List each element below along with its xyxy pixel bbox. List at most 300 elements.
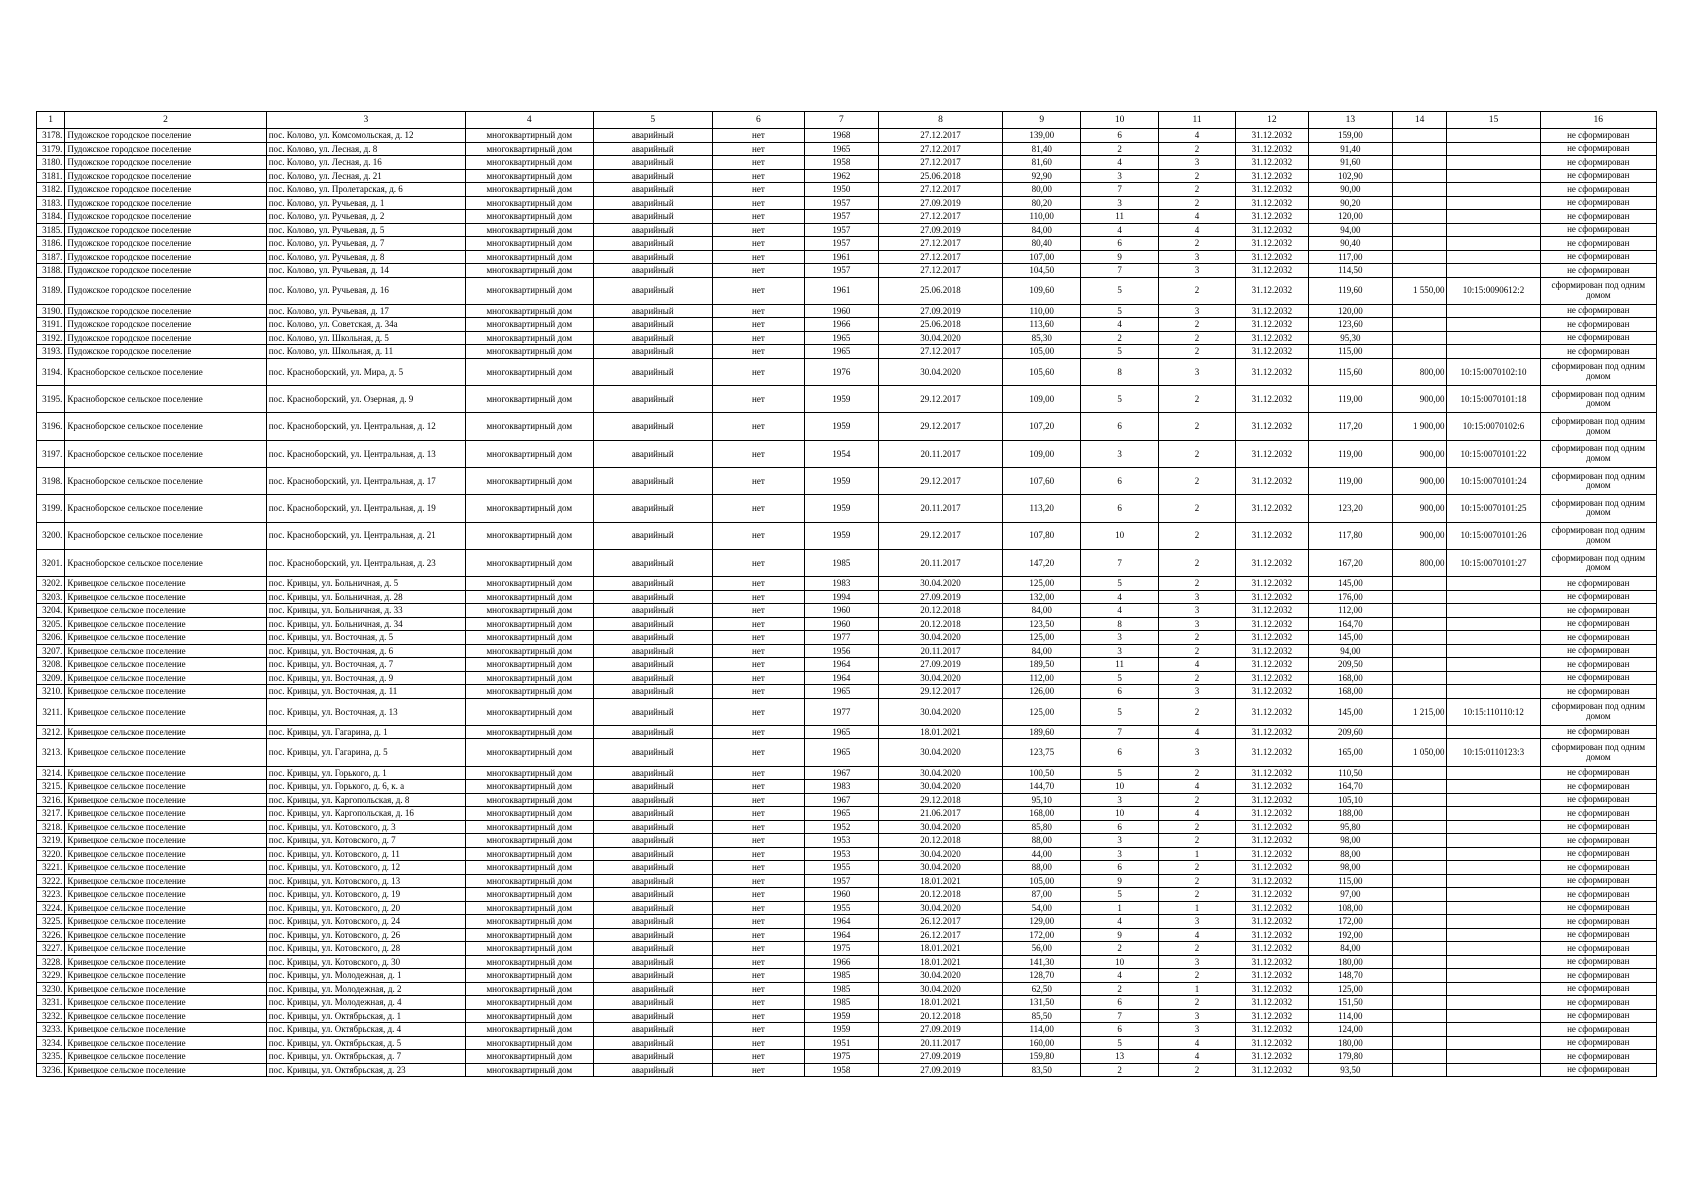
cell-settlement: Пудожское городское поселение [65,210,266,224]
cell-living-area: 168,00 [1003,807,1081,821]
cell-emergency-date: 20.12.2018 [878,888,1002,902]
cell-living-area: 123,75 [1003,739,1081,766]
cell-land-area: 900,00 [1392,467,1447,494]
cell-land-area [1392,780,1447,794]
table-row [37,495,1657,522]
cell-condition: аварийный [593,942,712,956]
cell-apartments: 2 [1159,495,1236,522]
cell-year-built: 1957 [804,874,878,888]
cell-total-area: 90,20 [1308,196,1392,210]
cell-settlement: Кривецкое сельское поселение [65,617,266,631]
cell-house-type: многоквартирный дом [466,1023,593,1037]
cell-house-type: многоквартирный дом [466,874,593,888]
table-row [37,1036,1657,1050]
cell-cadastral-number [1447,196,1540,210]
cell-total-area: 165,00 [1308,739,1392,766]
cell-cadastral-number: 10:15:0110123:3 [1447,739,1540,766]
cell-living-area: 62,50 [1003,982,1081,996]
cell-address: пос. Кривцы, ул. Восточная, д. 5 [266,631,465,645]
cell-total-area: 124,00 [1308,1023,1392,1037]
cell-settlement: Красноборское сельское поселение [65,413,266,440]
cell-condition: аварийный [593,780,712,794]
cell-residents: 7 [1081,549,1159,576]
cell-apartments: 2 [1159,996,1236,1010]
cell-land-status: сформирован под одним домом [1540,440,1656,467]
cell-apartments: 2 [1159,671,1236,685]
cell-cadastral-number [1447,617,1540,631]
table-row [37,522,1657,549]
cell-residents: 5 [1081,304,1159,318]
cell-row-number: 3207. [37,644,65,658]
column-number-11: 11 [1159,112,1236,129]
cell-land-area [1392,331,1447,345]
cell-house-type: многоквартирный дом [466,631,593,645]
cell-settlement: Красноборское сельское поселение [65,358,266,385]
cell-land-status: не сформирован [1540,183,1656,197]
cell-land-status: не сформирован [1540,955,1656,969]
cell-year-built: 1959 [804,386,878,413]
cell-resettlement-deadline: 31.12.2032 [1235,522,1308,549]
cell-house-type: многоквартирный дом [466,1063,593,1077]
cell-living-area: 132,00 [1003,590,1081,604]
cell-cadastral-number: 10:15:0070101:22 [1447,440,1540,467]
cell-row-number: 3198. [37,467,65,494]
cell-address: пос. Кривцы, ул. Молодежная, д. 4 [266,996,465,1010]
cell-total-area: 188,00 [1308,807,1392,821]
cell-cultural-heritage: нет [712,237,804,251]
cell-cultural-heritage: нет [712,1009,804,1023]
cell-residents: 9 [1081,874,1159,888]
cell-residents: 4 [1081,590,1159,604]
cell-total-area: 114,50 [1308,264,1392,278]
cell-total-area: 102,90 [1308,169,1392,183]
cell-address: пос. Колово, ул. Ручьевая, д. 1 [266,196,465,210]
cell-living-area: 114,00 [1003,1023,1081,1037]
cell-resettlement-deadline: 31.12.2032 [1235,928,1308,942]
cell-emergency-date: 27.12.2017 [878,250,1002,264]
cell-emergency-date: 29.12.2017 [878,467,1002,494]
cell-cultural-heritage: нет [712,807,804,821]
cell-emergency-date: 30.04.2020 [878,671,1002,685]
cell-row-number: 3206. [37,631,65,645]
cell-emergency-date: 25.06.2018 [878,169,1002,183]
cell-land-area [1392,1023,1447,1037]
cell-address: пос. Кривцы, ул. Котовского, д. 13 [266,874,465,888]
cell-year-built: 1950 [804,183,878,197]
cell-emergency-date: 20.11.2017 [878,644,1002,658]
cell-emergency-date: 27.09.2019 [878,196,1002,210]
cell-cadastral-number [1447,793,1540,807]
cell-row-number: 3216. [37,793,65,807]
cell-living-area: 107,80 [1003,522,1081,549]
cell-condition: аварийный [593,766,712,780]
cell-emergency-date: 27.09.2019 [878,223,1002,237]
cell-residents: 6 [1081,996,1159,1010]
cell-address: пос. Кривцы, ул. Каргопольская, д. 16 [266,807,465,821]
cell-settlement: Красноборское сельское поселение [65,386,266,413]
cell-living-area: 144,70 [1003,780,1081,794]
cell-living-area: 81,40 [1003,142,1081,156]
cell-apartments: 1 [1159,901,1236,915]
table-row [37,142,1657,156]
cell-total-area: 94,00 [1308,644,1392,658]
cell-total-area: 148,70 [1308,969,1392,983]
cell-total-area: 120,00 [1308,304,1392,318]
cell-settlement: Кривецкое сельское поселение [65,739,266,766]
cell-apartments: 2 [1159,142,1236,156]
cell-land-status: не сформирован [1540,780,1656,794]
cell-cadastral-number [1447,671,1540,685]
cell-year-built: 1983 [804,780,878,794]
cell-condition: аварийный [593,969,712,983]
table-row [37,780,1657,794]
cell-apartments: 4 [1159,1050,1236,1064]
cell-emergency-date: 29.12.2017 [878,685,1002,699]
cell-emergency-date: 26.12.2017 [878,915,1002,929]
cell-living-area: 109,00 [1003,386,1081,413]
cell-house-type: многоквартирный дом [466,861,593,875]
cell-cadastral-number: 10:15:0070101:27 [1447,549,1540,576]
cell-cultural-heritage: нет [712,861,804,875]
table-row [37,928,1657,942]
cell-resettlement-deadline: 31.12.2032 [1235,658,1308,672]
cell-row-number: 3186. [37,237,65,251]
cell-emergency-date: 29.12.2017 [878,413,1002,440]
cell-settlement: Кривецкое сельское поселение [65,658,266,672]
cell-land-status: не сформирован [1540,807,1656,821]
cell-condition: аварийный [593,183,712,197]
cell-living-area: 123,50 [1003,617,1081,631]
cell-residents: 2 [1081,1063,1159,1077]
cell-settlement: Красноборское сельское поселение [65,440,266,467]
cell-cadastral-number: 10:15:0070101:18 [1447,386,1540,413]
cell-cadastral-number [1447,318,1540,332]
cell-settlement: Пудожское городское поселение [65,331,266,345]
cell-condition: аварийный [593,807,712,821]
cell-resettlement-deadline: 31.12.2032 [1235,223,1308,237]
cell-condition: аварийный [593,169,712,183]
cell-row-number: 3201. [37,549,65,576]
cell-living-area: 84,00 [1003,644,1081,658]
cell-residents: 5 [1081,577,1159,591]
cell-land-area: 1 550,00 [1392,277,1447,304]
cell-emergency-date: 27.09.2019 [878,304,1002,318]
cell-cadastral-number [1447,685,1540,699]
cell-house-type: многоквартирный дом [466,386,593,413]
cell-year-built: 1983 [804,577,878,591]
cell-land-status: не сформирован [1540,237,1656,251]
cell-year-built: 1965 [804,142,878,156]
cell-cadastral-number [1447,807,1540,821]
cell-cadastral-number [1447,658,1540,672]
cell-apartments: 2 [1159,793,1236,807]
cell-house-type: многоквартирный дом [466,522,593,549]
cell-living-area: 107,20 [1003,413,1081,440]
cell-cadastral-number [1447,590,1540,604]
column-number-16: 16 [1540,112,1656,129]
cell-cultural-heritage: нет [712,725,804,739]
cell-address: пос. Кривцы, ул. Горького, д. 6, к. а [266,780,465,794]
cell-condition: аварийный [593,631,712,645]
cell-settlement: Кривецкое сельское поселение [65,955,266,969]
table-row [37,413,1657,440]
cell-emergency-date: 30.04.2020 [878,358,1002,385]
cell-address: пос. Кривцы, ул. Октябрьская, д. 7 [266,1050,465,1064]
cell-total-area: 164,70 [1308,617,1392,631]
column-number-7: 7 [804,112,878,129]
cell-residents: 6 [1081,685,1159,699]
cell-cultural-heritage: нет [712,969,804,983]
cell-address: пос. Кривцы, ул. Котовского, д. 19 [266,888,465,902]
cell-living-area: 83,50 [1003,1063,1081,1077]
cell-apartments: 3 [1159,617,1236,631]
cell-total-area: 119,60 [1308,277,1392,304]
table-row [37,604,1657,618]
cell-total-area: 209,50 [1308,658,1392,672]
cell-apartments: 2 [1159,549,1236,576]
cell-cultural-heritage: нет [712,250,804,264]
cell-land-status: не сформирован [1540,969,1656,983]
cell-address: пос. Колово, ул. Советская, д. 34а [266,318,465,332]
cell-cultural-heritage: нет [712,698,804,725]
cell-resettlement-deadline: 31.12.2032 [1235,250,1308,264]
cell-land-area: 1 050,00 [1392,739,1447,766]
cell-year-built: 1961 [804,277,878,304]
cell-emergency-date: 27.09.2019 [878,590,1002,604]
cell-residents: 5 [1081,386,1159,413]
cell-settlement: Кривецкое сельское поселение [65,1050,266,1064]
cell-cultural-heritage: нет [712,901,804,915]
cell-emergency-date: 20.12.2018 [878,1009,1002,1023]
cell-house-type: многоквартирный дом [466,250,593,264]
cell-apartments: 2 [1159,386,1236,413]
cell-resettlement-deadline: 31.12.2032 [1235,386,1308,413]
cell-cultural-heritage: нет [712,142,804,156]
cell-emergency-date: 18.01.2021 [878,955,1002,969]
cell-resettlement-deadline: 31.12.2032 [1235,996,1308,1010]
cell-cultural-heritage: нет [712,644,804,658]
cell-living-area: 112,00 [1003,671,1081,685]
cell-condition: аварийный [593,210,712,224]
cell-apartments: 3 [1159,1009,1236,1023]
cell-settlement: Кривецкое сельское поселение [65,793,266,807]
cell-condition: аварийный [593,277,712,304]
cell-row-number: 3224. [37,901,65,915]
cell-house-type: многоквартирный дом [466,210,593,224]
cell-year-built: 1960 [804,604,878,618]
cell-address: пос. Кривцы, ул. Октябрьская, д. 1 [266,1009,465,1023]
cell-emergency-date: 27.12.2017 [878,129,1002,143]
cell-total-area: 97,00 [1308,888,1392,902]
cell-resettlement-deadline: 31.12.2032 [1235,1009,1308,1023]
cell-settlement: Пудожское городское поселение [65,142,266,156]
cell-resettlement-deadline: 31.12.2032 [1235,631,1308,645]
cell-residents: 3 [1081,631,1159,645]
cell-condition: аварийный [593,685,712,699]
cell-cultural-heritage: нет [712,658,804,672]
cell-address: пос. Кривцы, ул. Котовского, д. 24 [266,915,465,929]
cell-house-type: многоквартирный дом [466,901,593,915]
cell-address: пос. Красноборский, ул. Центральная, д. 17 [266,467,465,494]
cell-cultural-heritage: нет [712,577,804,591]
cell-cultural-heritage: нет [712,793,804,807]
cell-row-number: 3222. [37,874,65,888]
cell-settlement: Кривецкое сельское поселение [65,1063,266,1077]
table-row [37,955,1657,969]
cell-address: пос. Кривцы, ул. Котовского, д. 11 [266,847,465,861]
cell-house-type: многоквартирный дом [466,169,593,183]
cell-total-area: 117,20 [1308,413,1392,440]
cell-land-status: не сформирован [1540,1063,1656,1077]
cell-year-built: 1959 [804,413,878,440]
cell-land-status: не сформирован [1540,982,1656,996]
cell-residents: 2 [1081,331,1159,345]
column-number-1: 1 [37,112,65,129]
cell-living-area: 107,00 [1003,250,1081,264]
cell-cadastral-number [1447,888,1540,902]
cell-cadastral-number [1447,861,1540,875]
cell-year-built: 1960 [804,304,878,318]
cell-condition: аварийный [593,658,712,672]
cell-settlement: Кривецкое сельское поселение [65,969,266,983]
table-header [37,112,1657,129]
cell-residents: 7 [1081,183,1159,197]
cell-living-area: 87,00 [1003,888,1081,902]
cell-total-area: 167,20 [1308,549,1392,576]
cell-address: пос. Кривцы, ул. Восточная, д. 7 [266,658,465,672]
cell-condition: аварийный [593,345,712,359]
cell-land-status: сформирован под одним домом [1540,277,1656,304]
cell-settlement: Кривецкое сельское поселение [65,1036,266,1050]
table-row [37,1009,1657,1023]
table-row [37,807,1657,821]
cell-house-type: многоквартирный дом [466,264,593,278]
cell-total-area: 119,00 [1308,386,1392,413]
table-row [37,631,1657,645]
cell-emergency-date: 30.04.2020 [878,631,1002,645]
cell-settlement: Кривецкое сельское поселение [65,888,266,902]
cell-settlement: Пудожское городское поселение [65,156,266,170]
cell-house-type: многоквартирный дом [466,996,593,1010]
cell-total-area: 94,00 [1308,223,1392,237]
cell-emergency-date: 30.04.2020 [878,577,1002,591]
cell-settlement: Кривецкое сельское поселение [65,590,266,604]
table-row [37,888,1657,902]
cell-total-area: 180,00 [1308,955,1392,969]
cell-resettlement-deadline: 31.12.2032 [1235,129,1308,143]
cell-land-status: не сформирован [1540,996,1656,1010]
cell-cadastral-number [1447,928,1540,942]
cell-settlement: Кривецкое сельское поселение [65,874,266,888]
cell-cultural-heritage: нет [712,1063,804,1077]
cell-total-area: 176,00 [1308,590,1392,604]
cell-settlement: Кривецкое сельское поселение [65,996,266,1010]
cell-cadastral-number [1447,780,1540,794]
cell-cultural-heritage: нет [712,358,804,385]
cell-settlement: Пудожское городское поселение [65,304,266,318]
cell-condition: аварийный [593,996,712,1010]
cell-address: пос. Кривцы, ул. Котовского, д. 7 [266,834,465,848]
cell-living-area: 85,80 [1003,820,1081,834]
cell-resettlement-deadline: 31.12.2032 [1235,874,1308,888]
cell-total-area: 114,00 [1308,1009,1392,1023]
cell-address: пос. Колово, ул. Пролетарская, д. 6 [266,183,465,197]
table-row [37,644,1657,658]
cell-cultural-heritage: нет [712,685,804,699]
cell-resettlement-deadline: 31.12.2032 [1235,277,1308,304]
table-row [37,277,1657,304]
cell-apartments: 3 [1159,739,1236,766]
cell-cultural-heritage: нет [712,888,804,902]
cell-land-status: не сформирован [1540,129,1656,143]
cell-emergency-date: 27.12.2017 [878,156,1002,170]
cell-house-type: многоквартирный дом [466,577,593,591]
cell-cadastral-number [1447,982,1540,996]
cell-address: пос. Кривцы, ул. Октябрьская, д. 4 [266,1023,465,1037]
cell-land-area [1392,834,1447,848]
cell-total-area: 93,50 [1308,1063,1392,1077]
cell-year-built: 1962 [804,169,878,183]
cell-land-area [1392,237,1447,251]
cell-settlement: Пудожское городское поселение [65,237,266,251]
cell-total-area: 98,00 [1308,861,1392,875]
cell-living-area: 147,20 [1003,549,1081,576]
cell-house-type: многоквартирный дом [466,725,593,739]
cell-land-status: не сформирован [1540,820,1656,834]
cell-residents: 8 [1081,617,1159,631]
cell-total-area: 159,00 [1308,129,1392,143]
cell-apartments: 4 [1159,725,1236,739]
cell-cadastral-number [1447,942,1540,956]
cell-address: пос. Кривцы, ул. Котовского, д. 30 [266,955,465,969]
cell-land-status: не сформирован [1540,1009,1656,1023]
cell-row-number: 3218. [37,820,65,834]
cell-resettlement-deadline: 31.12.2032 [1235,413,1308,440]
cell-condition: аварийный [593,196,712,210]
cell-emergency-date: 20.11.2017 [878,495,1002,522]
table-row [37,617,1657,631]
cell-year-built: 1964 [804,658,878,672]
cell-living-area: 92,90 [1003,169,1081,183]
cell-year-built: 1975 [804,942,878,956]
cell-row-number: 3209. [37,671,65,685]
cell-living-area: 129,00 [1003,915,1081,929]
cell-year-built: 1985 [804,969,878,983]
cell-settlement: Пудожское городское поселение [65,129,266,143]
cell-emergency-date: 20.12.2018 [878,834,1002,848]
table-row [37,698,1657,725]
cell-address: пос. Кривцы, ул. Восточная, д. 6 [266,644,465,658]
cell-address: пос. Красноборский, ул. Центральная, д. 12 [266,413,465,440]
cell-resettlement-deadline: 31.12.2032 [1235,617,1308,631]
cell-residents: 11 [1081,210,1159,224]
cell-resettlement-deadline: 31.12.2032 [1235,156,1308,170]
cell-resettlement-deadline: 31.12.2032 [1235,345,1308,359]
cell-apartments: 2 [1159,331,1236,345]
table-row [37,725,1657,739]
cell-land-status: не сформирован [1540,304,1656,318]
cell-apartments: 2 [1159,969,1236,983]
cell-living-area: 105,00 [1003,874,1081,888]
cell-land-area: 900,00 [1392,440,1447,467]
cell-total-area: 125,00 [1308,982,1392,996]
cell-cultural-heritage: нет [712,590,804,604]
cell-land-status: не сформирован [1540,1023,1656,1037]
cell-year-built: 1985 [804,549,878,576]
cell-cadastral-number [1447,1063,1540,1077]
cell-condition: аварийный [593,264,712,278]
cell-row-number: 3188. [37,264,65,278]
